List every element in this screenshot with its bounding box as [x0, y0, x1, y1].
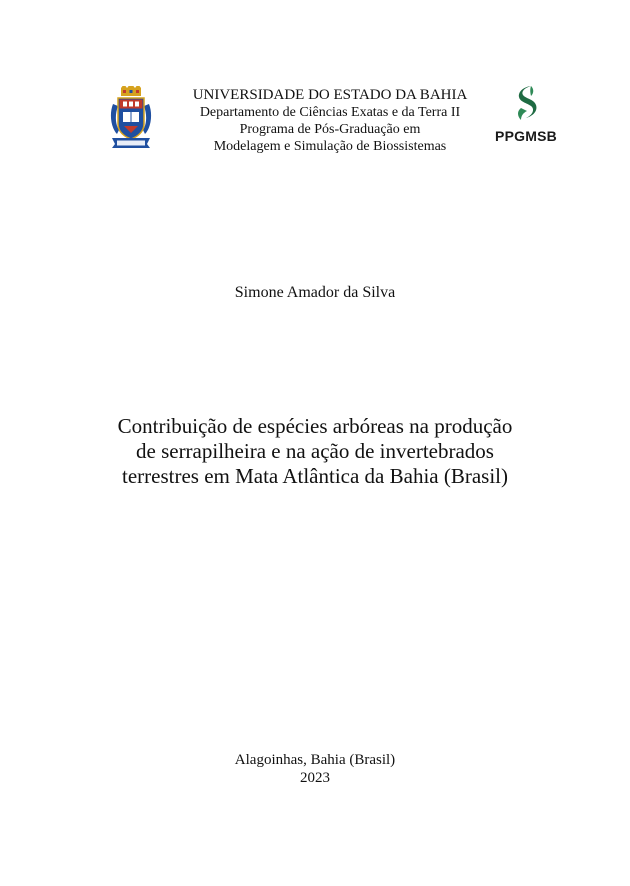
institution-block [170, 86, 490, 155]
place-and-year [0, 751, 630, 787]
year: 2023 [300, 770, 330, 786]
title-line-2: de serrapilheira e na ação de invertebrados [136, 439, 494, 463]
ppgmsb-logo [491, 84, 561, 150]
thesis-title [100, 414, 530, 489]
author-name: Simone Amador da Silva [234, 284, 396, 301]
program-line-2: Modelagem e Simulação de Biossistemas [213, 139, 447, 154]
department-name: Departamento de Ciências Exatas e da Terra II [199, 105, 461, 120]
ppgmsb-logo-text: PPGMSB [495, 128, 557, 144]
program-line-1: Programa de Pós-Graduação em [239, 122, 421, 137]
title-line-1: Contribuição de espécies arbóreas na produção [117, 414, 513, 438]
ppgmsb-s-leaf-icon [513, 84, 539, 122]
university-name: UNIVERSIDADE DO ESTADO DA BAHIA [192, 87, 468, 103]
place: Alagoinhas, Bahia (Brasil) [234, 752, 396, 768]
uneb-coat-of-arms-icon [109, 86, 153, 150]
title-line-3: terrestres em Mata Atlântica da Bahia (Brasil) [121, 464, 509, 488]
